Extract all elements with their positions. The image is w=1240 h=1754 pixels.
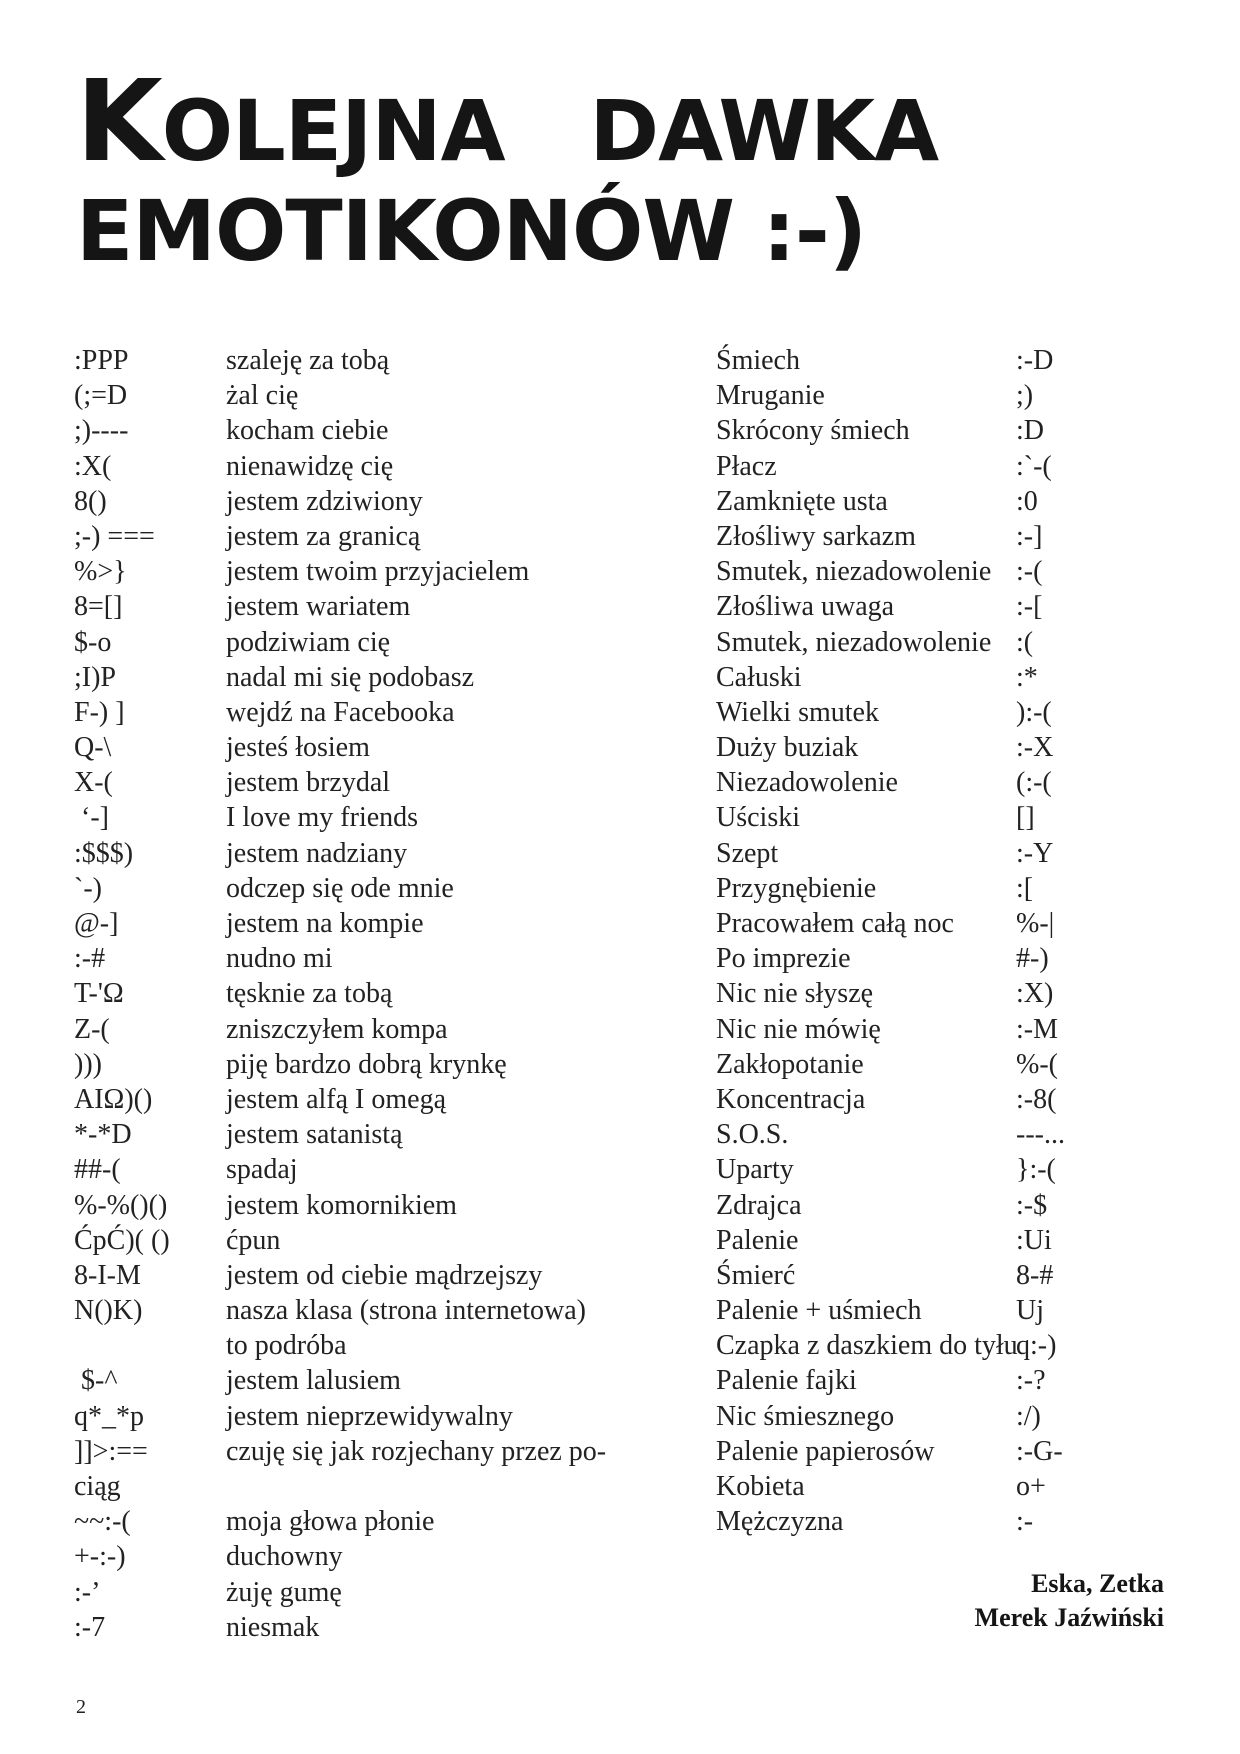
meaning-cell: jestem brzydal xyxy=(226,767,391,799)
emoticon-cell: :X) xyxy=(1016,978,1054,1010)
emoticon-cell: :- xyxy=(1016,1506,1034,1538)
emoticon-cell: ))) xyxy=(74,1048,102,1080)
emoticon-cell: o+ xyxy=(1016,1471,1046,1502)
right-table-row xyxy=(716,660,1186,695)
left-table-row xyxy=(74,1539,634,1574)
emoticon-cell: ĆpĆ)( () xyxy=(74,1224,170,1256)
right-table-row xyxy=(716,413,1186,448)
right-table-row xyxy=(716,1399,1186,1434)
emoticon-cell: :-$ xyxy=(1016,1189,1048,1221)
left-table-row xyxy=(74,1575,634,1610)
title-line-1-rest: OLEJNA DAWKA xyxy=(161,82,939,180)
right-table-row xyxy=(716,449,1186,484)
meaning-cell: odczep się ode mnie xyxy=(226,872,454,904)
right-table-row xyxy=(716,589,1186,624)
emoticon-cell: *-*D xyxy=(74,1119,132,1151)
meaning-cell: Śmiech xyxy=(716,345,800,376)
meaning-cell: Po imprezie xyxy=(716,943,851,975)
meaning-cell: Koncentracja xyxy=(716,1083,866,1115)
left-table-row xyxy=(74,1504,634,1539)
emoticon-cell: :-7 xyxy=(74,1611,106,1643)
emoticon-cell: :-8( xyxy=(1016,1083,1057,1115)
meaning-cell: Palenie papierosów xyxy=(716,1435,935,1467)
emoticon-cell: 8-# xyxy=(1016,1259,1054,1291)
meaning-cell: Niezadowolenie xyxy=(716,767,898,799)
meaning-cell: jestem za granicą xyxy=(226,520,421,552)
meaning-cell: Nic nie mówię xyxy=(716,1013,881,1045)
emoticon-cell: :[ xyxy=(1016,872,1034,904)
meaning-cell: nadal mi się podobasz xyxy=(226,661,475,693)
meaning-cell: Palenie + uśmiech xyxy=(716,1295,922,1327)
meaning-cell: Duży buziak xyxy=(716,732,859,764)
emoticon-cell: `-) xyxy=(74,872,102,904)
meaning-cell: Całuski xyxy=(716,661,802,693)
meaning-cell: kocham ciebie xyxy=(226,415,389,447)
meaning-cell: czuję się jak rozjechany przez po- xyxy=(226,1435,607,1467)
title-line-1 xyxy=(76,57,939,187)
emoticon-cell: (:-( xyxy=(1016,767,1052,799)
emoticon-cell: %>} xyxy=(74,556,127,588)
meaning-cell: Wielki smutek xyxy=(716,696,879,728)
meaning-cell: jestem od ciebie mądrzejszy xyxy=(226,1259,543,1291)
emoticon-cell: ;-) === xyxy=(74,520,155,552)
right-table-row xyxy=(716,378,1186,413)
credits-line-2: Merek Jaźwiński xyxy=(974,1603,1164,1632)
emoticon-cell: F-) ] xyxy=(74,696,125,728)
emoticon-cell: :-# xyxy=(74,943,106,975)
left-table-row xyxy=(74,1258,634,1293)
emoticon-cell: :$$$) xyxy=(74,837,134,869)
emoticon-cell: %-| xyxy=(1016,908,1055,939)
meaning-cell: Płacz xyxy=(716,450,777,482)
left-table-row xyxy=(74,1082,634,1117)
emoticon-cell: $-o xyxy=(74,626,112,658)
emoticon-cell: :/) xyxy=(1016,1400,1041,1432)
meaning-cell: Skrócony śmiech xyxy=(716,415,910,447)
meaning-cell: Uściski xyxy=(716,802,800,834)
left-table-row xyxy=(74,730,634,765)
title-line-2: EMOTIKONÓW :-) xyxy=(76,182,867,280)
emoticon-cell: ~~:-( xyxy=(74,1506,131,1538)
meaning-cell: to podróba xyxy=(226,1330,347,1362)
left-table-row xyxy=(74,589,634,624)
left-table-row xyxy=(74,1469,634,1504)
right-table-row xyxy=(716,519,1186,554)
title-initial: K xyxy=(76,57,162,187)
meaning-cell: jestem nadziany xyxy=(226,837,408,869)
meaning-cell: jestem komornikiem xyxy=(226,1189,457,1221)
emoticon-cell: T-'Ω xyxy=(74,978,124,1010)
meaning-cell: tęsknie za tobą xyxy=(226,978,393,1010)
emoticon-cell: ‘-] xyxy=(74,802,109,834)
emoticon-cell: AIΩ)() xyxy=(74,1083,153,1115)
meaning-cell: spadaj xyxy=(226,1154,298,1186)
left-table-row xyxy=(74,976,634,1011)
left-table-row xyxy=(74,1328,634,1363)
left-table-row xyxy=(74,765,634,800)
emoticon-cell: ;I)P xyxy=(74,661,116,693)
emoticon-cell: ;)---- xyxy=(74,415,129,447)
meaning-cell: jestem na kompie xyxy=(226,908,424,939)
emoticon-cell: :0 xyxy=(1016,485,1038,517)
left-emoticon-table xyxy=(74,343,634,1645)
right-table-row xyxy=(716,1434,1186,1469)
emoticon-cell: Q-\ xyxy=(74,732,112,764)
emoticon-cell: :D xyxy=(1016,415,1044,447)
emoticon-cell: :Ui xyxy=(1016,1224,1052,1256)
meaning-cell: Palenie xyxy=(716,1224,799,1256)
meaning-cell: jesteś łosiem xyxy=(226,732,370,764)
right-table-row xyxy=(716,343,1186,378)
emoticon-cell: #-) xyxy=(1016,943,1049,975)
meaning-cell: szaleję za tobą xyxy=(226,345,390,376)
right-table-row xyxy=(716,1328,1186,1363)
meaning-cell: Nic śmiesznego xyxy=(716,1400,895,1432)
meaning-cell: moja głowa płonie xyxy=(226,1506,435,1538)
meaning-cell: Smutek, niezadowolenie xyxy=(716,626,992,658)
left-table-row xyxy=(74,1047,634,1082)
left-table-row xyxy=(74,1012,634,1047)
emoticon-cell: @-] xyxy=(74,908,119,939)
emoticon-cell: :-[ xyxy=(1016,591,1043,623)
meaning-cell: Zakłopotanie xyxy=(716,1048,864,1080)
left-table-row xyxy=(74,660,634,695)
emoticon-cell: %-%()() xyxy=(74,1189,168,1221)
credits-line-1: Eska, Zetka xyxy=(1031,1569,1164,1598)
left-table-row xyxy=(74,625,634,660)
emoticon-cell: q*_*p xyxy=(74,1400,144,1432)
emoticon-cell: }:-( xyxy=(1016,1154,1056,1186)
emoticon-cell: :`-( xyxy=(1016,450,1052,482)
emoticon-cell: :-? xyxy=(1016,1365,1046,1397)
emoticon-cell: :-D xyxy=(1016,345,1054,376)
left-table-row xyxy=(74,1152,634,1187)
meaning-cell: Złośliwy sarkazm xyxy=(716,520,916,552)
left-table-row xyxy=(74,1293,634,1328)
meaning-cell: jestem wariatem xyxy=(226,591,411,623)
left-table-row xyxy=(74,519,634,554)
emoticon-cell: Z-( xyxy=(74,1013,110,1045)
author-credits xyxy=(975,1567,1164,1635)
emoticon-cell: Uj xyxy=(1016,1295,1044,1327)
left-table-row xyxy=(74,836,634,871)
emoticon-cell: :* xyxy=(1016,661,1038,693)
meaning-cell: Przygnębienie xyxy=(716,872,877,904)
left-table-row xyxy=(74,1188,634,1223)
left-table-row xyxy=(74,1363,634,1398)
left-table-row xyxy=(74,1399,634,1434)
right-table-row xyxy=(716,765,1186,800)
emoticon-cell: :-( xyxy=(1016,556,1043,588)
emoticon-cell: :-Y xyxy=(1016,837,1054,869)
left-table-row xyxy=(74,1610,634,1645)
emoticon-cell: 8() xyxy=(74,485,107,517)
left-table-row xyxy=(74,695,634,730)
meaning-cell: Śmierć xyxy=(716,1259,796,1291)
meaning-cell: Kobieta xyxy=(716,1471,805,1502)
right-table-row xyxy=(716,1047,1186,1082)
meaning-cell: S.O.S. xyxy=(716,1119,789,1151)
emoticon-cell: (;=D xyxy=(74,380,128,412)
emoticon-cell: ##-( xyxy=(74,1154,121,1186)
left-table-row xyxy=(74,800,634,835)
right-table-row xyxy=(716,906,1186,941)
right-table-row xyxy=(716,1117,1186,1152)
left-table-row xyxy=(74,343,634,378)
meaning-cell: duchowny xyxy=(226,1541,343,1573)
page-number: 2 xyxy=(76,1696,86,1718)
emoticon-cell: $-^ xyxy=(74,1365,118,1397)
left-table-row xyxy=(74,906,634,941)
meaning-cell: żal cię xyxy=(226,380,299,412)
meaning-cell: Palenie fajki xyxy=(716,1365,857,1397)
meaning-cell: zniszczyłem kompa xyxy=(226,1013,448,1045)
right-table-row xyxy=(716,1363,1186,1398)
meaning-cell: jestem lalusiem xyxy=(226,1365,401,1397)
emoticon-cell: N()K) xyxy=(74,1295,143,1327)
meaning-cell: I love my friends xyxy=(226,802,419,834)
left-table-row xyxy=(74,484,634,519)
meaning-cell: nudno mi xyxy=(226,943,333,975)
left-table-row xyxy=(74,871,634,906)
meaning-cell: Szept xyxy=(716,837,779,869)
meaning-cell: Zamknięte usta xyxy=(716,485,888,517)
emoticon-cell: ]]>:== xyxy=(74,1435,148,1467)
left-table-row xyxy=(74,378,634,413)
right-table-row xyxy=(716,625,1186,660)
right-table-row xyxy=(716,1469,1186,1504)
right-table-row xyxy=(716,554,1186,589)
emoticon-cell: %-( xyxy=(1016,1048,1058,1080)
right-table-row xyxy=(716,1152,1186,1187)
emoticon-cell: :-’ xyxy=(74,1576,101,1608)
right-table-row xyxy=(716,1504,1186,1539)
emoticon-cell: ciąg xyxy=(74,1471,121,1502)
emoticon-cell: :-X xyxy=(1016,732,1054,764)
right-table-row xyxy=(716,730,1186,765)
meaning-cell: jestem twoim przyjacielem xyxy=(226,556,530,588)
left-table-row xyxy=(74,1434,634,1469)
meaning-cell: Zdrajca xyxy=(716,1189,802,1221)
emoticon-cell: :-] xyxy=(1016,520,1043,552)
right-table-row xyxy=(716,1223,1186,1258)
meaning-cell: jestem alfą I omegą xyxy=(226,1083,447,1115)
meaning-cell: Mężczyzna xyxy=(716,1506,844,1538)
emoticon-cell: :-M xyxy=(1016,1013,1058,1045)
meaning-cell: Czapka z daszkiem do tyłu xyxy=(716,1330,1018,1362)
left-table-row xyxy=(74,554,634,589)
meaning-cell: ćpun xyxy=(226,1224,281,1256)
right-table-row xyxy=(716,1012,1186,1047)
emoticon-cell: q:-) xyxy=(1016,1330,1057,1362)
meaning-cell: Uparty xyxy=(716,1154,794,1186)
emoticon-cell: :PPP xyxy=(74,345,129,376)
meaning-cell: nasza klasa (strona internetowa) xyxy=(226,1295,586,1327)
right-table-row xyxy=(716,1082,1186,1117)
right-table-row xyxy=(716,695,1186,730)
emoticon-cell: :( xyxy=(1016,626,1034,658)
meaning-cell: jestem zdziwiony xyxy=(226,485,423,517)
emoticon-cell: :-G- xyxy=(1016,1435,1063,1467)
left-table-row xyxy=(74,449,634,484)
meaning-cell: jestem nieprzewidywalny xyxy=(226,1400,513,1432)
meaning-cell: podziwiam cię xyxy=(226,626,391,658)
left-table-row xyxy=(74,1223,634,1258)
right-table-row xyxy=(716,976,1186,1011)
meaning-cell: Smutek, niezadowolenie xyxy=(716,556,992,588)
right-table-row xyxy=(716,484,1186,519)
meaning-cell: Nic nie słyszę xyxy=(716,978,874,1010)
right-emoticon-table xyxy=(716,343,1186,1539)
meaning-cell: piję bardzo dobrą krynkę xyxy=(226,1048,507,1080)
meaning-cell: niesmak xyxy=(226,1611,320,1643)
meaning-cell: jestem satanistą xyxy=(226,1119,403,1151)
page-title xyxy=(76,57,939,281)
emoticon-cell: ;) xyxy=(1016,380,1034,412)
left-table-row xyxy=(74,1117,634,1152)
meaning-cell: wejdź na Facebooka xyxy=(226,696,455,728)
right-table-row xyxy=(716,941,1186,976)
emoticon-cell: 8-I-M xyxy=(74,1259,141,1291)
emoticon-cell: ---... xyxy=(1016,1119,1065,1151)
emoticon-cell: X-( xyxy=(74,767,113,799)
left-table-row xyxy=(74,941,634,976)
emoticon-cell: 8=[] xyxy=(74,591,123,623)
emoticon-cell: +-:-) xyxy=(74,1541,126,1573)
meaning-cell: Mruganie xyxy=(716,380,825,412)
emoticon-cell: :X( xyxy=(74,450,112,482)
right-table-row xyxy=(716,800,1186,835)
meaning-cell: żuję gumę xyxy=(226,1576,342,1608)
right-table-row xyxy=(716,871,1186,906)
right-table-row xyxy=(716,1188,1186,1223)
meaning-cell: Złośliwa uwaga xyxy=(716,591,895,623)
left-table-row xyxy=(74,413,634,448)
emoticon-cell: [] xyxy=(1016,802,1035,834)
right-table-row xyxy=(716,1258,1186,1293)
emoticon-cell: ):-( xyxy=(1016,696,1052,728)
right-table-row xyxy=(716,836,1186,871)
right-table-row xyxy=(716,1293,1186,1328)
meaning-cell: nienawidzę cię xyxy=(226,450,394,482)
meaning-cell: Pracowałem całą noc xyxy=(716,908,954,939)
